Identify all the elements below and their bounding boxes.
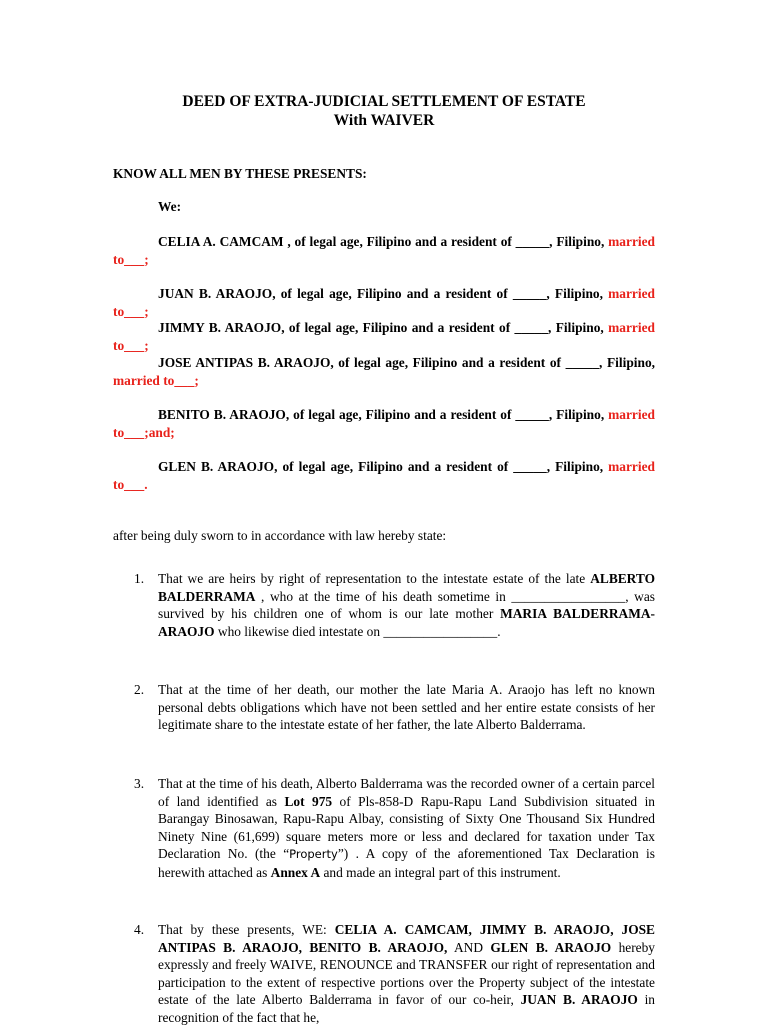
lot-number: Lot 975 [284, 793, 333, 809]
item-text: in recognition of the fact that he, [158, 992, 656, 1025]
beneficiary-heir: JUAN B. ARAOJO [520, 992, 638, 1007]
party-glen [113, 458, 655, 493]
party-married: married to___; [113, 286, 655, 319]
item-3 [158, 775, 655, 881]
party-name: GLEN B. ARAOJO [158, 459, 275, 474]
item-text: AND [447, 939, 491, 955]
item-number: 1. [134, 571, 145, 586]
item-number: 2. [134, 682, 145, 697]
waiving-heirs: CELIA A. CAMCAM, JIMMY B. ARAOJO, JOSE ANTIPAS B. ARAOJO, BENITO B. ARAOJO, [158, 922, 655, 955]
party-benito [113, 406, 655, 441]
party-desc: , of legal age, Filipino and a resident of _____, Filipino, [272, 286, 609, 301]
document-title: DEED OF EXTRA-JUDICIAL SETTLEMENT OF ESTATE [182, 93, 586, 110]
party-name: JOSE ANTIPAS B. ARAOJO [158, 355, 331, 370]
party-desc: , of legal age, Filipino and a resident of _____, Filipino, [285, 407, 609, 422]
party-name: JUAN B. ARAOJO [158, 286, 273, 301]
item-text: and made an integral part of this instrument. [320, 864, 561, 880]
party-married: married to___;and; [113, 407, 655, 440]
intro-line: KNOW ALL MEN BY THESE PRESENTS: [113, 166, 367, 181]
sworn-statement: after being duly sworn to in accordance with law hereby state: [113, 528, 447, 543]
item-2: That at the time of her death, our mother the late Maria A. Araojo has left no known personal debts obligations which have not been settled and her entire estate consists of her legitimate share to the intestate estate of her father, the late Alberto Balderrama. [158, 682, 655, 732]
party-name: BENITO B. ARAOJO [158, 407, 286, 422]
item-text: That at the time of his death, Alberto Balderrama was the recorded owner of a certain parcel of land identified as [158, 776, 655, 809]
party-juan [113, 285, 655, 320]
property-term: Property [289, 847, 338, 861]
party-desc: , of legal age, Filipino and a resident of _____, Filipino, [274, 459, 609, 474]
item-text: hereby expressly and freely WAIVE, RENOUNCE and TRANSFER our right of representation and participation to the extent of respective portions over the Property subject of the intestate estate of the late Alberto Balderrama in favor of our co-heir, [158, 939, 655, 1007]
party-name: JIMMY B. ARAOJO [158, 320, 282, 335]
item-number: 3. [134, 776, 145, 791]
decedent-name: ALBERTO BALDERRAMA [158, 571, 655, 604]
annex-label: Annex A [270, 864, 321, 880]
party-desc: , of legal age, Filipino and a resident of _____, Filipino, [330, 355, 655, 370]
item-text: of Pls-858-D Rapu-Rapu Land Subdivision situated in Barangay Binosawan, Rapu-Rapu Albay, consisting of Sixty One Thousand Six Hundred Ninety Nine (61,699) square meters more or less and declared for taxation under Tax Declaration No. (the “ [158, 793, 655, 861]
item-text: ”) . A copy of the aforementioned Tax Declaration is herewith attached as [158, 846, 655, 880]
item-number: 4. [134, 922, 145, 937]
party-married: married to___. [113, 459, 655, 492]
item-text: who likewise died intestate on _________________. [214, 623, 501, 639]
we-label: We: [158, 199, 182, 214]
document-subtitle: With WAIVER [333, 112, 435, 129]
party-jimmy [113, 319, 655, 354]
party-married: married to___; [113, 234, 656, 267]
party-desc: , of legal age, Filipino and a resident of _____, Filipino, [283, 234, 609, 249]
party-name: CELIA A. CAMCAM [158, 234, 284, 249]
party-married: married to___; [113, 372, 199, 388]
mother-name: MARIA BALDERRAMA-ARAOJO [158, 606, 655, 639]
item-text: That we are heirs by right of representation to the intestate estate of the late [158, 571, 591, 586]
item-1 [158, 570, 655, 640]
item-text: That by these presents, WE: [158, 922, 335, 937]
party-married: married to___; [113, 320, 655, 353]
party-desc: , of legal age, Filipino and a resident of _____, Filipino, [281, 320, 609, 335]
item-text: , who at the time of his death sometime in _________________, was survived by his children one of whom is our late mother [158, 588, 655, 621]
item-4 [158, 921, 655, 1026]
party-celia [113, 233, 655, 268]
waiving-heir: GLEN B. ARAOJO [490, 939, 612, 955]
party-jose [113, 354, 655, 389]
